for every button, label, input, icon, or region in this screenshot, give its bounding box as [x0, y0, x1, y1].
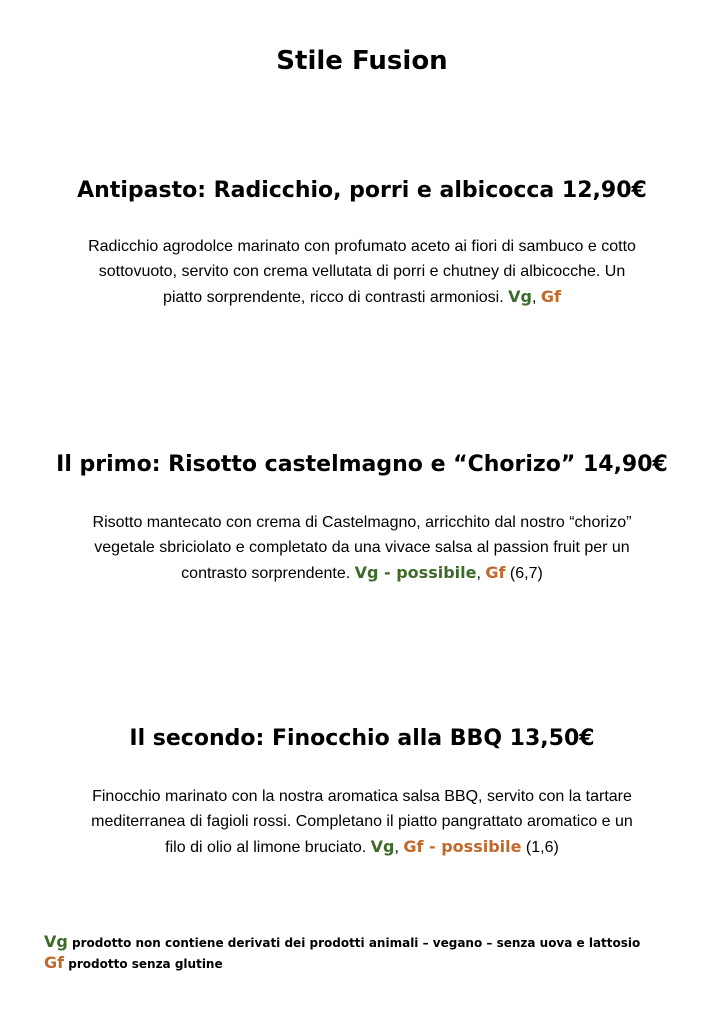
legend — [44, 932, 640, 974]
dish-secondo-line-2: mediterranea di fagioli rossi. Completano il piatto pangrattato aromatico e un — [91, 813, 633, 830]
gf-badge: Gf - possibile — [403, 837, 522, 856]
dish-antipasto-heading: Antipasto: Radicchio, porri e albicocca 12,90€ — [77, 178, 647, 203]
badge-separator: , — [531, 289, 541, 306]
legend-vg-row — [44, 932, 640, 953]
dish-primo-line-2: vegetale sbriciolato e completato da una vivace salsa al passion fruit per un — [94, 539, 630, 556]
allergen-codes: (1,6) — [521, 839, 559, 856]
badge-separator: , — [476, 565, 486, 582]
legend-vg-text: prodotto non contiene derivati dei prodotti animali – vegano – senza uova e lattosio — [67, 936, 641, 950]
dish-antipasto-description — [40, 234, 684, 310]
dish-antipasto-line-3 — [40, 284, 684, 310]
page-title: Stile Fusion — [276, 46, 448, 76]
dish-antipasto-line-1: Radicchio agrodolce marinato con profumato aceto ai fiori di sambuco e cotto — [88, 238, 636, 255]
dish-primo-description — [40, 510, 684, 586]
dish-secondo-line-3 — [40, 834, 684, 860]
dish-secondo-heading: Il secondo: Finocchio alla BBQ 13,50€ — [129, 726, 595, 751]
dish-primo-line-3-text: contrasto sorprendente. — [181, 565, 355, 582]
vg-badge: Vg — [370, 837, 395, 856]
gf-badge: Gf — [540, 287, 561, 306]
dish-primo-heading: Il primo: Risotto castelmagno e “Chorizo” 14,90€ — [56, 452, 668, 477]
badge-separator: , — [394, 839, 404, 856]
gf-badge: Gf — [485, 563, 506, 582]
dish-antipasto-line-3-text: piatto sorprendente, ricco di contrasti armoniosi. — [163, 289, 509, 306]
allergen-codes: (6,7) — [505, 565, 543, 582]
vg-badge: Vg — [508, 287, 532, 306]
dish-secondo-line-3-text: filo di olio al limone bruciato. — [165, 839, 371, 856]
dish-secondo-line-1: Finocchio marinato con la nostra aromatica salsa BBQ, servito con la tartare — [92, 788, 632, 805]
legend-gf-row — [44, 953, 640, 974]
dish-antipasto-line-2: sottovuoto, servito con crema vellutata di porri e chutney di albicocche. Un — [98, 263, 626, 280]
dish-primo-line-3 — [40, 560, 684, 586]
legend-gf-text: prodotto senza glutine — [64, 957, 223, 971]
dish-secondo-description — [40, 784, 684, 860]
vg-badge: Vg - possibile — [354, 563, 477, 582]
legend-gf-code: Gf — [44, 953, 65, 972]
legend-vg-code: Vg — [44, 932, 68, 951]
dish-primo-line-1: Risotto mantecato con crema di Castelmagno, arricchito dal nostro “chorizo” — [92, 514, 632, 531]
